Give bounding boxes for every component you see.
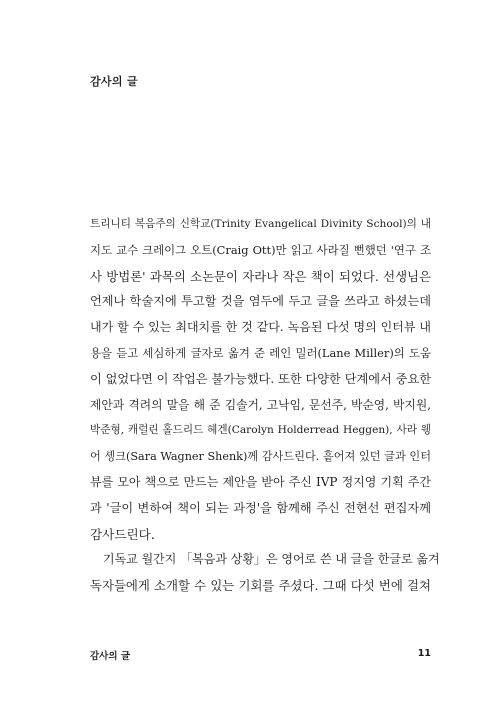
page-footer [90, 648, 431, 662]
text-line: 감사드린다. [90, 526, 155, 542]
text-line: 독자들에게 소개할 수 있는 기회를 주셨다. 그때 다섯 번에 걸쳐 [90, 578, 431, 594]
text-line: 언제나 학술지에 투고할 것을 염두에 두고 글을 쓰라고 하셨는데 [90, 294, 431, 309]
page-number: 11 [417, 648, 431, 659]
running-title: 감사의 글 [90, 651, 131, 662]
text-line: 이 없었다면 이 작업은 불가능했다. 또한 다양한 단계에서 중요한 [90, 371, 431, 386]
paragraph-2 [90, 547, 440, 599]
text-line: 기독교 월간지 「복음과 상황」은 영어로 쓴 내 글을 한글로 옮겨 [103, 552, 440, 567]
text-line: 어 솅크(Sara Wagner Shenk)께 감사드린다. 흩어져 있던 글과 인터 [90, 450, 431, 464]
text-line: 박준형, 캐럴린 홀드리드 헤겐(Carolyn Holderread Heggen), 사라 웽 [90, 424, 431, 437]
text-line: 지도 교수 크레이그 오트(Craig Ott)만 읽고 사라질 뻔했던 '연구 조 [90, 242, 431, 257]
text-line: 용을 듣고 세심하게 글자로 옮겨 준 레인 밀러(Lane Miller)의 도움 [90, 345, 431, 360]
text-line: 트리니티 복음주의 신학교(Trinity Evangelical Divinity School)의 내 [90, 218, 431, 230]
text-line: 사 방법론' 과목의 소논문이 자라나 작은 책이 되었다. 선생님은 [90, 268, 431, 284]
text-line: 제안과 격려의 말을 해 준 김솔거, 고낙임, 문선주, 박순영, 박지원, [90, 397, 431, 412]
text-line: 과 '글이 변하여 책이 되는 과정'을 함께해 주신 전현선 편집자께 [90, 500, 431, 515]
paragraph-1 [90, 212, 431, 547]
body-text [90, 212, 440, 599]
text-line: 뷰를 모아 책으로 만드는 제안을 받아 주신 IVP 정지영 기획 주간 [90, 474, 431, 489]
text-line: 내가 할 수 있는 최대치를 한 것 같다. 녹음된 다섯 명의 인터뷰 내 [90, 320, 431, 335]
chapter-heading: 감사의 글 [90, 75, 138, 88]
